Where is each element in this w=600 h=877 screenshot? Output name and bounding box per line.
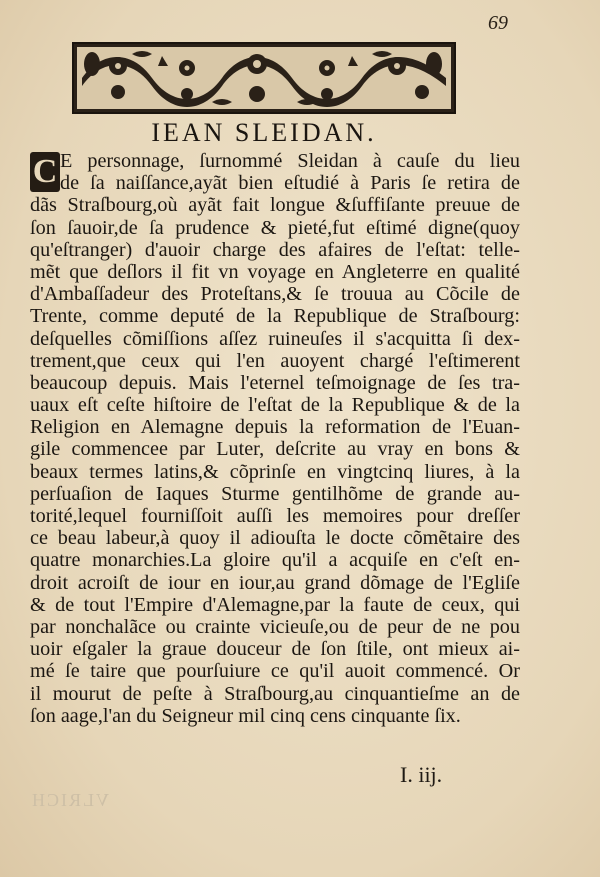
- text-line: de ſa naiſſance,ayãt bien eſtudié à Paris ſe retira de: [60, 172, 520, 195]
- text-line: gile commencee par Luter, deſcrite au vray en bons &: [30, 438, 520, 461]
- text-line: mé ſe taire que pourſuiure ce qu'il auoit commencé. Or: [30, 660, 520, 683]
- text-line: deſquelles cõmiſſions aſſez ruineuſes il s'acquitta ſi dex-: [30, 327, 520, 350]
- text-line: d'Ambaſſadeur des Proteſtans,& ſe trouua au Cõcile de: [30, 283, 520, 306]
- ornamental-headpiece-icon: [72, 42, 456, 114]
- text-line: E personnage, ſurnommé Sleidan à cauſe du lieu: [60, 150, 520, 172]
- text-line: il mourut de peſte à Straſbourg,au cinquantieſme an de: [30, 682, 520, 705]
- text-line: mẽt que deſlors il fit vn voyage en Angleterre en qualité: [30, 260, 520, 283]
- text-line: perſuaſion de Iaques Sturme gentilhõme de grande au-: [30, 482, 520, 505]
- text-line: droit acroiſt de iour en iour,au grand dõmage de l'Egliſe: [30, 571, 520, 594]
- text-line: ſon ſauoir,de ſa prudence & pieté,fut eſtimé digne(quoy: [30, 216, 520, 239]
- text-line: Religion en Alemagne depuis la reformation de l'Euan-: [30, 416, 520, 439]
- text-line: Trente, comme deputé de la Republique de Straſbourg:: [30, 305, 520, 328]
- text-line: trement,que ceux qui l'en auoyent chargé l'eſtimerent: [30, 349, 520, 372]
- text-line: beaux termes latins,& cõprinſe en vingtcinq liures, à la: [30, 460, 520, 483]
- page-number: 69: [488, 12, 508, 34]
- text-line: uoir eſgaler la graue douceur de ſon ſtile, ont mieux ai-: [30, 638, 520, 661]
- text-line: qu'eſtranger) d'auoir charge des afaires de l'eſtat: telle-: [30, 238, 520, 261]
- page-title: IEAN SLEIDAN.: [151, 118, 377, 147]
- drop-cap-letter: C: [32, 153, 58, 190]
- text-line: torité,lequel fourniſſoit auſſi les memoires pour dreſſer: [30, 505, 520, 527]
- body-text: [30, 150, 520, 727]
- text-line: uaux eſt ceſte hiſtoire de l'eſtat de la Republique & de la: [30, 394, 520, 417]
- text-line: & de tout l'Empire d'Alemagne,par la faute de ceux, qui: [30, 593, 520, 616]
- text-line: beaucoup depuis. Mais l'eternel teſmoignage de ſes tra-: [30, 371, 520, 394]
- signature-mark: I. iij.: [400, 762, 443, 787]
- text-line: quatre monarchies.La gloire qu'il a acquiſe en c'eſt en-: [30, 549, 520, 572]
- text-line: dãs Straſbourg,où ayãt fait longue &ſuffiſante preuue de: [30, 194, 520, 217]
- text-line: ſon aage,l'an du Seigneur mil cinq cens cinquante ſix.: [30, 704, 461, 727]
- text-line: ce beau labeur,à quoy il adiouſta le docte cõmẽtaire des: [30, 527, 520, 550]
- bleed-through-text: VLRICH: [30, 790, 109, 810]
- text-line: par nonchalãce ou crainte vicieuſe,ou de peur de ne pou: [30, 615, 520, 638]
